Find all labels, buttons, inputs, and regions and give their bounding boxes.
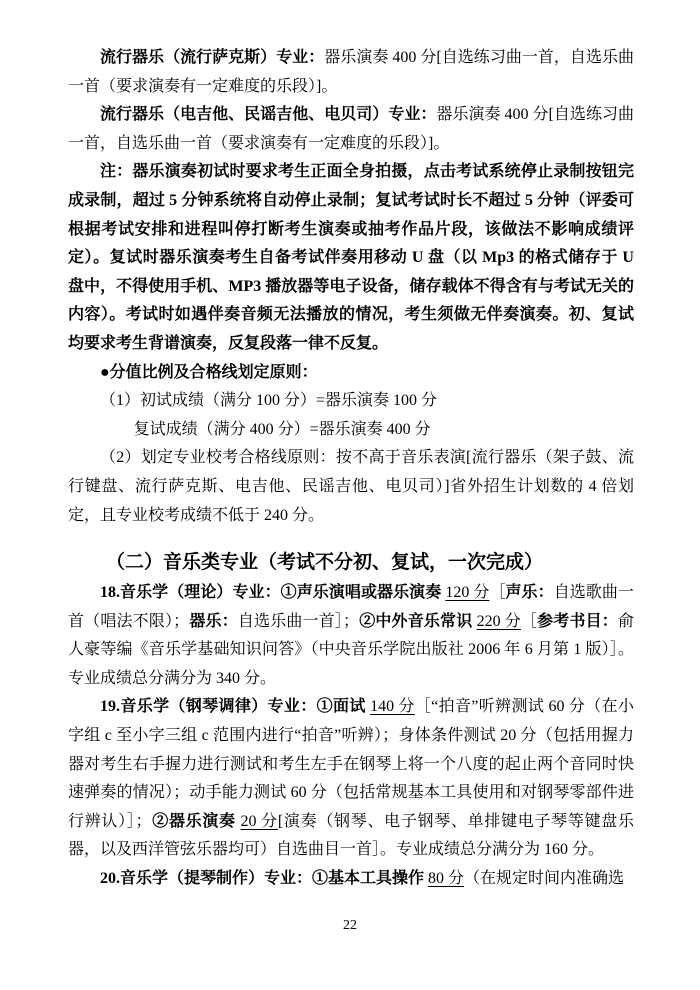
text-run: 80 分 xyxy=(428,870,465,888)
text-run: 器乐演奏 400 分[自选练习曲一首，自选乐曲一首（要求演奏有一定难度的乐段）]。 xyxy=(68,106,634,152)
paragraph-pop-guitar xyxy=(68,101,634,158)
text-run: ①基本工具操作 xyxy=(312,870,429,888)
paragraph-pop-sax xyxy=(68,44,634,101)
text-run: 120 分 xyxy=(445,584,490,602)
paragraph-score-ratio-title xyxy=(68,359,634,388)
text-run: 注：器乐演奏初试时要求考生正面全身拍摄，点击考试系统停止录制按钮完成录制，超过 5 分钟系统将自动停止录制；复试考试时长不超过 5 分钟（评委可根据考试安排和进程叫停打断考生演奏或抽考作品片段，该做法不影响成绩评定）。复试时器乐演奏考生自备考试伴奏用移动 U 盘（以 Mp3 的格式储存于 U 盘中，不得使用手机、MP3 播放器等电子设备，储存载体不得含有与考试无关的内容）。考试时如遇伴奏音频无法播放的情况，考生须做无伴奏演奏。初、复试均要求考生背谱演奏，反复段落一律不反复。 xyxy=(68,163,634,352)
text-run: 流行器乐（流行萨克斯）专业： xyxy=(100,49,325,66)
text-run: ①声乐演唱或器乐演奏 xyxy=(280,584,446,602)
text-run: 器乐： xyxy=(189,612,238,630)
text-run: 20 分 xyxy=(240,812,278,830)
text-run: 声乐： xyxy=(505,584,554,602)
text-run: ②器乐演奏 xyxy=(151,812,241,830)
text-run: 俞人豪等编《音乐学基础知识问答》（中央音乐学院出版社 2006 年 6 月第 1 版）］。专业成绩总分满分为 340 分。 xyxy=(68,612,634,687)
paragraph-19-piano-tuning xyxy=(68,693,634,865)
paragraph-score-item-1 xyxy=(68,387,634,416)
paragraph-score-item-1b xyxy=(68,416,634,445)
text-run: 18.音乐学（理论）专业： xyxy=(100,584,281,602)
text-run: ②中外音乐常识 xyxy=(359,612,477,630)
section-heading-music-majors xyxy=(68,546,634,579)
text-run: 自选歌曲一首（唱法不限）； xyxy=(68,584,634,630)
text-run: （2）划定专业校考合格线原则：按不高于音乐表演[流行器乐（架子鼓、流行键盘、流行萨克斯、电吉他、民谣吉他、电贝司）]省外招生计划数的 4 倍划定，且专业校考成绩不低于 240 分。 xyxy=(68,449,634,524)
text-run: （在规定时间内准确选 xyxy=(464,870,625,888)
text-run: 参考书目： xyxy=(537,612,618,630)
paragraph-score-item-2 xyxy=(68,444,634,530)
text-run: ［ xyxy=(489,584,506,602)
text-run: ［“拍音”听辨测试 60 分（在小字组 c 至小字三组 c 范围内进行“拍音”听辨）；身体条件测试 20 分（包括用握力器对考生右手握力进行测试和考生左手在钢琴上将一个八度的起止两个音同时快速弹奏的情况）；动手能力测试 60 分（包括常规基本工具使用和对钢琴零部件进行辨认）］； xyxy=(68,698,634,830)
text-run: 220 分 xyxy=(476,612,521,630)
text-run: （二）音乐类专业（考试不分初、复试，一次完成） xyxy=(106,552,544,574)
paragraph-note xyxy=(68,158,634,358)
text-run: 复试成绩（满分 400 分）=器乐演奏 400 分 xyxy=(133,420,431,438)
text-run: ●分值比例及合格线划定原则： xyxy=(100,363,318,381)
text-run: ①面试 xyxy=(316,698,371,716)
text-run: 器乐演奏 400 分[自选练习曲一首，自选乐曲一首（要求演奏有一定难度的乐段）]。 xyxy=(68,49,634,95)
paragraph-20-violin-making xyxy=(68,865,634,894)
text-run: 19.音乐学（钢琴调律）专业： xyxy=(100,698,317,716)
paragraph-18-musicology-theory xyxy=(68,579,634,693)
text-run: [演奏（钢琴、电子钢琴、单排键电子琴等键盘乐器，以及西洋管弦乐器均可）自选曲目一首］。专业成绩总分满分为 160 分。 xyxy=(68,812,634,859)
document-content xyxy=(68,44,634,894)
text-run: 自选乐曲一首］； xyxy=(237,612,360,630)
text-run: 流行器乐（电吉他、民谣吉他、电贝司）专业： xyxy=(100,106,437,124)
text-run: ［ xyxy=(520,612,538,630)
page-number: 22 xyxy=(343,918,357,933)
text-run: 140 分 xyxy=(370,698,415,716)
text-run: 20.音乐学（提琴制作）专业： xyxy=(100,870,313,888)
text-run: （1）初试成绩（满分 100 分）=器乐演奏 100 分 xyxy=(100,392,438,410)
